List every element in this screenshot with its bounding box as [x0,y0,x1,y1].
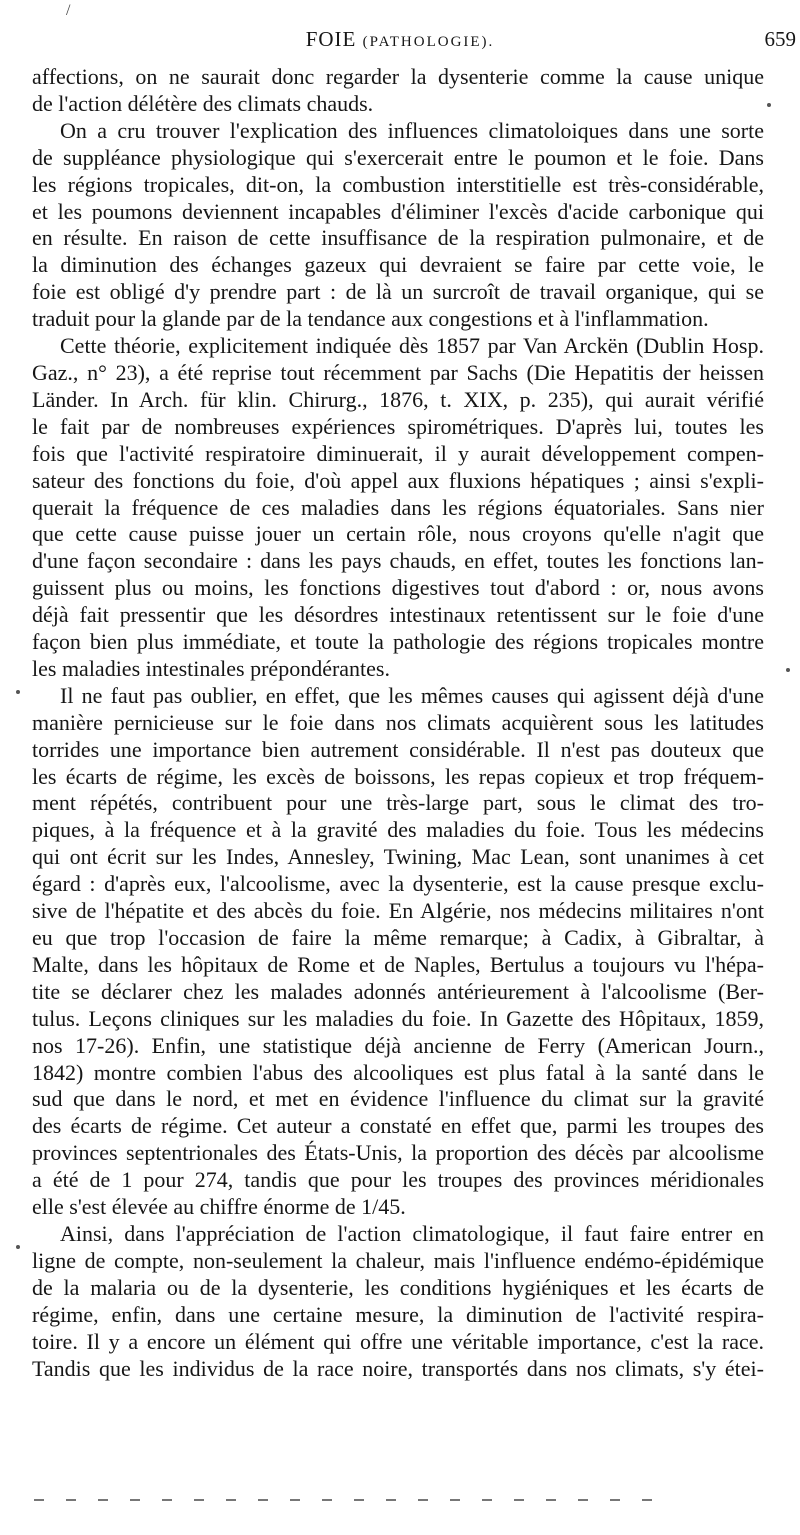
page-number: 659 [764,27,796,51]
text-line: On a cru trouver l'explication des influences climatoloiques dans une sorte [60,117,764,143]
text-line: régime, enfin, dans une certaine mesure, la diminution de l'activité respira- [32,1301,764,1327]
paragraph [32,1221,764,1382]
text-line: traduit pour la glande par de la tendance aux congestions et à l'inflammation. [32,306,709,332]
text-line: les régions tropicales, dit-on, la combustion interstitielle est très-considérable, [32,171,764,197]
text-line: piques, à la fréquence et à la gravité des maladies du foie. Tous les médecins [32,817,764,843]
margin-mark [16,1245,20,1249]
text-line: torrides une importance bien autrement considérable. Il n'est pas douteux que [32,736,764,762]
text-line: des écarts de régime. Cet auteur a constaté en effet que, parmi les troupes des [32,1113,764,1139]
header-title-word: FOIE [305,27,357,51]
text-line: tite se déclarer chez les malades adonnés antérieurement à l'alcoolisme (Ber- [32,978,764,1004]
text-line: façon bien plus immédiate, et toute la pathologie des régions tropicales montre [32,629,764,655]
text-line: sive de l'hépatite et des abcès du foie. En Algérie, nos médecins militaires n'ont [32,898,764,924]
text-line: ligne de compte, non-seulement la chaleur, mais l'influence endémo-épidémique [32,1247,764,1273]
body-text [32,64,764,1382]
text-line: provinces septentrionales des États-Unis, la proportion des décès par alcoolisme [32,1140,764,1166]
text-line: Cette théorie, explicitement indiquée dès 1857 par Van Arckën (Dublin Hosp. [60,333,764,359]
paragraph [32,333,764,683]
text-line: tulus. Leçons cliniques sur les maladies du foie. In Gazette des Hôpitaux, 1859, [32,1005,764,1031]
margin-mark [786,668,790,672]
text-line: elle s'est élevée au chiffre énorme de 1/45. [32,1194,406,1220]
text-line: fois que l'activité respiratoire diminuerait, il y aurait développement compen- [32,440,764,466]
text-line: sud que dans le nord, et met en évidence l'influence du climat sur la gravité [32,1086,764,1112]
text-line: les maladies intestinales prépondérantes. [32,655,390,681]
text-line: le fait par de nombreuses expériences spirométriques. D'après lui, toutes les [32,413,764,439]
text-line: d'une façon secondaire : dans les pays chauds, en effet, toutes les fonctions lan- [32,548,764,574]
text-line: Il ne faut pas oublier, en effet, que les mêmes causes qui agissent déjà d'une [60,682,764,708]
text-line: a été de 1 pour 274, tandis que pour les troupes des provinces méridionales [32,1167,764,1193]
text-line: égard : d'après eux, l'alcoolisme, avec la dysenterie, est la cause presque exclu- [32,871,764,897]
text-line: et les poumons deviennent incapables d'éliminer l'excès d'acide carbonique qui [32,198,764,224]
text-line: querait la fréquence de ces maladies dans les régions équatoriales. Sans nier [32,494,764,520]
text-line: nos 17-26). Enfin, une statistique déjà ancienne de Ferry (American Journ., [32,1032,764,1058]
text-line: Malte, dans les hôpitaux de Rome et de Naples, Bertulus a toujours vu l'hépa- [32,951,764,977]
paragraph [32,118,764,333]
text-line: que cette cause puisse jouer un certain rôle, nous croyons qu'elle n'agit que [32,521,764,547]
margin-mark [767,103,771,107]
text-line: déjà fait pressentir que les désordres intestinaux retentissent sur le foie d'une [32,602,764,628]
text-line: Tandis que les individus de la race noire, transportés dans nos climats, s'y étei- [32,1355,764,1381]
text-line: en résulte. En raison de cette insuffisance de la respiration pulmonaire, et de [32,225,764,251]
text-line: sateur des fonctions du foie, d'où appel aux fluxions hépatiques ; ainsi s'expli- [32,467,764,493]
text-line: ment répétés, contribuent pour une très-large part, sous le climat des tro- [32,790,764,816]
text-line: eu que trop l'occasion de faire la même remarque; à Cadix, à Gibraltar, à [32,925,764,950]
text-line: de l'action délétère des climats chauds. [32,90,374,116]
text-line: de suppléance physiologique qui s'exercerait entre le poumon et le foie. Dans [32,144,764,170]
text-line: guissent plus ou moins, les fonctions digestives tout d'abord : or, nous avons [32,575,764,601]
footer-marks [34,1497,734,1503]
text-line: qui ont écrit sur les Indes, Annesley, Twining, Mac Lean, sont unanimes à cet [32,844,764,870]
text-line: Ainsi, dans l'appréciation de l'action climatologique, il faut faire entrer en [60,1220,764,1246]
header-subtitle: (PATHOLOGIE). [362,34,495,50]
text-line: affections, on ne saurait donc regarder la dysenterie comme la cause unique [32,64,764,89]
text-line: toire. Il y a encore un élément qui offre une véritable importance, c'est la race. [32,1328,764,1354]
text-line: 1842) montre combien l'abus des alcooliques est plus fatal à la santé dans le [32,1059,764,1085]
text-line: de la malaria ou de la dysenterie, les conditions hygiéniques et les écarts de [32,1274,764,1300]
text-line: les écarts de régime, les excès de boissons, les repas copieux et trop fréquem- [32,763,764,789]
text-line: Länder. In Arch. für klin. Chirurg., 1876, t. XIX, p. 235), qui aurait vérifié [32,386,764,412]
paragraph [32,64,764,118]
text-line: Gaz., n° 23), a été reprise tout récemment par Sachs (Die Hepatitis der heissen [32,359,764,385]
paragraph [32,683,764,1221]
text-line: la diminution des échanges gazeux qui devraient se faire par cette voie, le [32,252,764,278]
margin-mark [16,690,20,694]
running-header [0,27,800,59]
text-line: foie est obligé d'y prendre part : de là un surcroît de travail organique, qui se [32,279,764,305]
text-line: manière pernicieuse sur le foie dans nos climats acquièrent sous les latitudes [32,709,764,735]
corner-mark: / [66,2,71,19]
header-title [0,27,800,52]
